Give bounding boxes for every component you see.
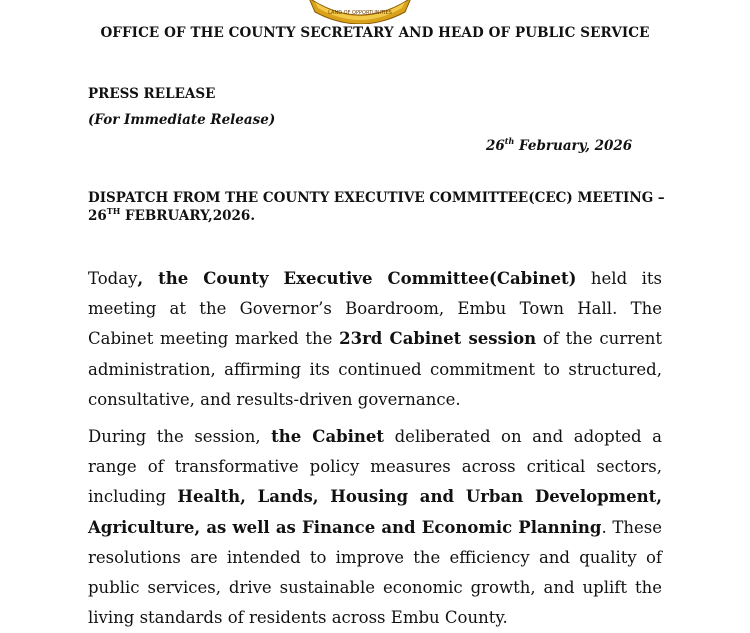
dispatch-day: 26 bbox=[88, 208, 107, 224]
p2-bold-2: Health, Lands, Housing and Urban Development, Agriculture, as well as Finance and Economic Planning bbox=[88, 487, 662, 537]
immediate-release-note: (For Immediate Release) bbox=[88, 112, 276, 128]
body-paragraph-2 bbox=[88, 422, 662, 633]
press-release-label: PRESS RELEASE bbox=[88, 86, 216, 102]
p1-bold-1: , the County Executive Committee(Cabinet) bbox=[137, 269, 577, 288]
p2-text-3: . These resolutions are intended to improve the efficiency and quality of public services, drive sustainable economic growth, and uplift the living standards of residents across Embu County. bbox=[88, 517, 662, 628]
p1-bold-2: 23rd Cabinet session bbox=[339, 329, 537, 349]
date-rest: February, 2026 bbox=[514, 138, 633, 154]
office-title: OFFICE OF THE COUNTY SECRETARY AND HEAD OF PUBLIC SERVICE bbox=[100, 25, 650, 41]
dispatch-date-rest: FEBRUARY,2026. bbox=[120, 208, 256, 224]
p1-text-1: Today bbox=[88, 269, 138, 288]
dispatch-heading bbox=[88, 189, 668, 225]
date-day: 26 bbox=[486, 138, 505, 154]
p2-text-2: deliberated on and adopted a range of transformative policy measures across critical sectors, including bbox=[88, 427, 662, 507]
date-suffix: th bbox=[504, 135, 515, 146]
p1-text-3: of the current administration, affirming its continued commitment to structured, consultative, and results-driven governance. bbox=[88, 329, 663, 409]
dispatch-line-1: DISPATCH FROM THE COUNTY EXECUTIVE COMMITTEE(CEC) MEETING – bbox=[88, 190, 665, 206]
logo-motto: LAND OF OPPORTUNITIES bbox=[328, 10, 392, 16]
p1-text-2: held its meeting at the Governor’s Boardroom, Embu Town Hall. The Cabinet meeting marked the bbox=[88, 269, 662, 349]
body-paragraph-1 bbox=[88, 264, 662, 415]
dispatch-suffix: TH bbox=[106, 205, 121, 216]
p2-bold-1: the Cabinet bbox=[271, 427, 385, 446]
county-seal-icon bbox=[305, 0, 415, 24]
dispatch-line-2 bbox=[88, 207, 668, 225]
p2-text-1: During the session, bbox=[88, 427, 272, 446]
release-date bbox=[486, 135, 633, 154]
